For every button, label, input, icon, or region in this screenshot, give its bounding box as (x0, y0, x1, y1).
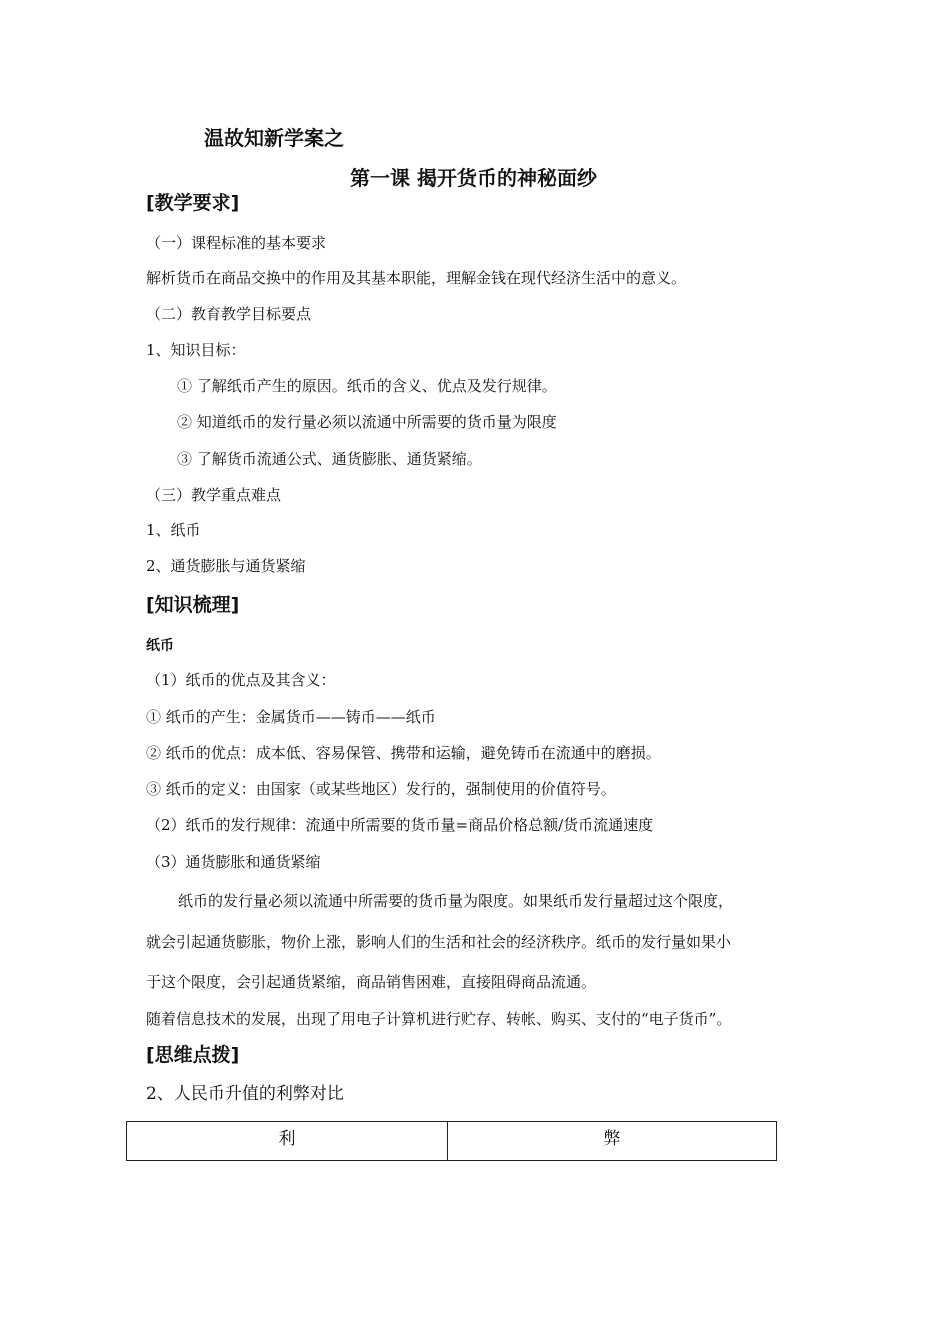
paragraph: （二）教育教学目标要点 (146, 305, 312, 323)
doc-subtitle: 第一课 揭开货币的神秘面纱 (350, 166, 597, 190)
section-heading-requirements: [教学要求] (146, 192, 240, 214)
section-heading-knowledge: [知识梳理] (146, 594, 240, 616)
paragraph: 就会引起通货膨胀，物价上涨，影响人们的生活和社会的经济秩序。纸币的发行量如果小 (146, 933, 732, 951)
paragraph: 于这个限度，会引起通货紧缩，商品销售困难，直接阻碍商品流通。 (146, 973, 597, 991)
list-item: ② 知道纸币的发行量必须以流通中所需要的货币量为限度 (177, 413, 557, 431)
paragraph: （1）纸币的优点及其含义： (146, 671, 336, 689)
paragraph: 解析货币在商品交换中的作用及其基本职能，理解金钱在现代经济生活中的意义。 (146, 269, 687, 287)
paragraph: （2）纸币的发行规律：流通中所需要的货币量=商品价格总额/货币流通速度 (146, 816, 654, 834)
list-item: ② 纸币的优点：成本低、容易保管、携带和运输，避免铸币在流通中的磨损。 (146, 744, 661, 762)
table-header-cons: 弊 (448, 1122, 777, 1161)
comparison-table (126, 1121, 777, 1161)
paragraph: 1、纸币 (146, 521, 201, 539)
paragraph: （3）通货膨胀和通货紧缩 (146, 853, 321, 871)
item-heading: 2、人民币升值的利弊对比 (146, 1084, 344, 1104)
paragraph: 2、通货膨胀与通货紧缩 (146, 557, 306, 575)
list-item: ③ 了解货币流通公式、通货膨胀、通货紧缩。 (177, 450, 482, 468)
section-heading-thinking: [思维点拨] (146, 1044, 240, 1066)
table-row (127, 1122, 777, 1161)
doc-title: 温故知新学案之 (204, 126, 344, 150)
paragraph: （三）教学重点难点 (146, 486, 282, 504)
subheading: 纸币 (146, 638, 174, 654)
table-header-pros: 利 (127, 1122, 448, 1161)
paragraph: 纸币的发行量必须以流通中所需要的货币量为限度。如果纸币发行量超过这个限度， (178, 892, 734, 910)
paragraph: （一）课程标准的基本要求 (146, 234, 327, 252)
list-item: ① 纸币的产生：金属货币——铸币——纸币 (146, 708, 436, 726)
paragraph: 1、知识目标： (146, 341, 246, 359)
list-item: ① 了解纸币产生的原因。纸币的含义、优点及发行规律。 (177, 377, 557, 395)
paragraph: 随着信息技术的发展，出现了用电子计算机进行贮存、转帐、购买、支付的“电子货币”。 (146, 1010, 732, 1028)
list-item: ③ 纸币的定义：由国家（或某些地区）发行的，强制使用的价值符号。 (146, 780, 616, 798)
